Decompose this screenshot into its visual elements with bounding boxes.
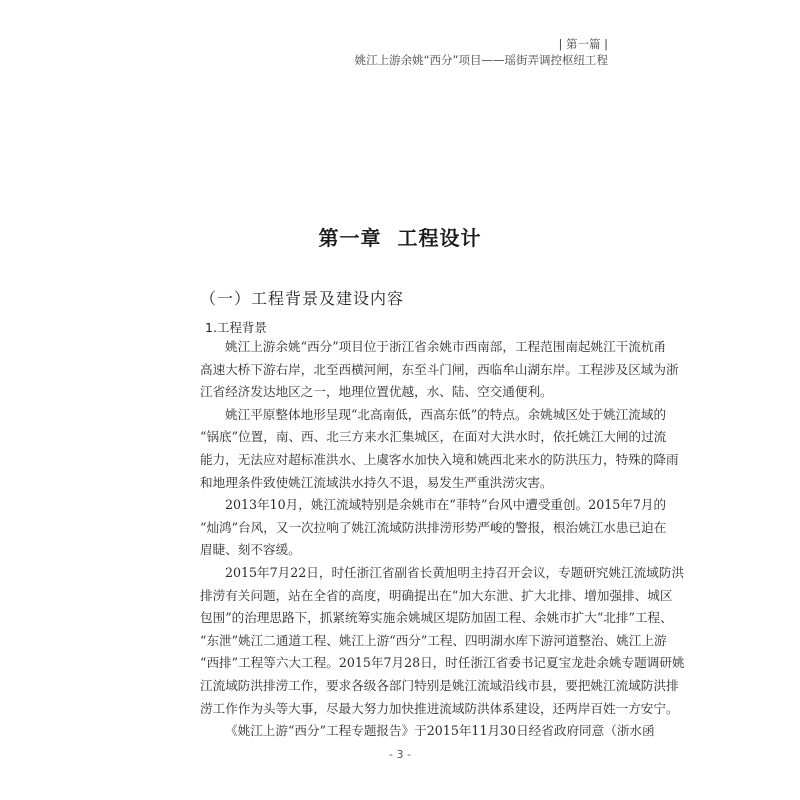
- page-number: - 3 -: [389, 748, 411, 761]
- text-line: “锅底”位置，南、西、北三方来水汇集城区，在面对大洪水时，依托姚江大闸的过流: [200, 429, 667, 445]
- text-line: 江流域防洪排涝工作，要求各级各部门特别是姚江流域沿线市县，要把姚江流域防洪排: [200, 677, 679, 693]
- text-line: “东泄”姚江二通道工程、姚江上游“西分”工程、四明湖水库下游河道整治、姚江上游: [200, 632, 667, 648]
- running-head: [355, 36, 608, 68]
- text-line: 姚江平原整体地形呈现“北高南低，西高东低”的特点。余姚城区处于姚江流域的: [225, 406, 667, 422]
- body-text: [200, 336, 685, 743]
- chapter-number: 第一章: [318, 226, 382, 250]
- text-line: 涝工作作为头等大事，尽最大努力加快推进流域防洪体系建设，还两岸百姓一方安宁。: [200, 700, 679, 716]
- text-line: 2013年10月，姚江流域特别是余姚市在“菲特”台风中遭受重创。2015年7月的: [225, 497, 667, 513]
- text-line: “灿鸿”台风，又一次拉响了姚江流域防洪排涝形势严峻的警报，根治姚江水患已迫在: [200, 519, 667, 535]
- text-line: 姚江上游余姚“西分”项目位于浙江省余姚市西南部，工程范围南起姚江干流杭甬: [225, 339, 667, 354]
- text-line: 能力，无法应对超标准洪水、上虞客水加快入境和姚西北来水的防洪压力，特殊的降雨: [200, 451, 679, 467]
- text-line: “西排”工程等六大工程。2015年7月28日，时任浙江省委书记夏宝龙赴余姚专题调研姚: [200, 655, 685, 671]
- chapter-name: 工程设计: [397, 226, 482, 250]
- running-head-title: 姚江上游余姚“西分”项目——瑶街弄调控枢纽工程: [354, 53, 608, 67]
- text-line: 包围”的治理思路下，抓紧统筹实施余姚城区堤防加固工程、余姚市扩大“北排”工程、: [200, 610, 673, 626]
- text-line: 2015年7月22日，时任浙江省副省长黄旭明主持召开会议，专题研究姚江流域防洪: [225, 564, 685, 580]
- section-title: （一）工程背景及建设内容: [200, 289, 405, 308]
- text-line: 江省经济发达地区之一，地理位置优越，水、陆、空交通便利。: [200, 384, 553, 400]
- chapter-title: [0, 222, 800, 251]
- text-line: 和地理条件致使姚江流域洪水持久不退，易发生严重洪涝灾害。: [200, 474, 553, 490]
- text-line: 高速大桥下游右岸，北至西横河闸，东至斗门闸，西临牟山湖东岸。工程涉及区域为浙: [200, 361, 679, 377]
- running-head-part: | 第一篇 |: [558, 37, 608, 51]
- text-line: 《姚江上游“西分”工程专题报告》于2015年11月30日经省政府同意（浙水函: [225, 723, 655, 739]
- text-line: 排涝有关问题，站在全省的高度，明确提出在“加大东泄、扩大北排、增加强排、城区: [200, 587, 673, 603]
- subsection-title: 1.工程背景: [205, 320, 267, 335]
- text-line: 眉睫、刻不容缓。: [200, 542, 301, 558]
